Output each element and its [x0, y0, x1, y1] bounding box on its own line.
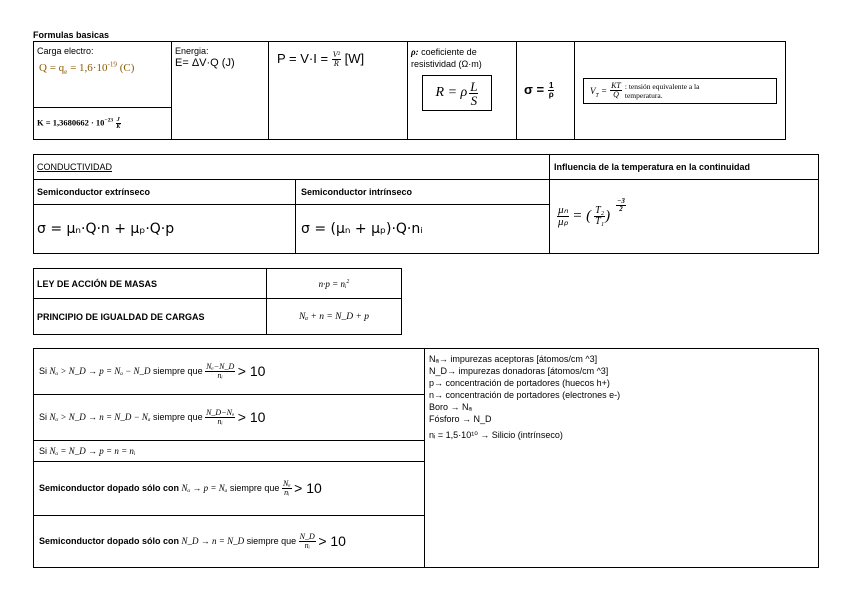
carga-cell: [34, 42, 172, 108]
intrinseco-formula: σ = (μₙ + μₚ)·Q·nᵢ: [301, 221, 423, 237]
energia-cell: [172, 42, 269, 140]
extrinseco-header: Semiconductor extrínseco: [34, 180, 296, 205]
condiciones-table: [33, 348, 819, 568]
leyes-table: [33, 268, 402, 335]
vt-cell: [575, 42, 786, 140]
formulas-table: [33, 41, 786, 140]
intrinseco-formula-cell: [296, 205, 550, 254]
sigma-cell: [517, 42, 575, 140]
resistance-formula-box: R = ρ $\frac{L}{S}$: [422, 75, 492, 111]
condicion-row-2: Si Nₐ > N_D → n = N_D − Nₐ siempre que $\frac{\text{N\_D−Nₐ}}{\text{nᵢ}}$ > 10: [34, 394, 425, 440]
legend-item: nᵢ = 1,5·10¹⁰ → Silicio (intrínseco): [429, 430, 563, 440]
ley-masas-formula: n·p = nᵢ$^2$: [267, 269, 402, 299]
boltzmann-formula: $K = 1,3680662 \cdot 10^{-23}$ $\frac{J}{K}$: [37, 117, 121, 130]
extrinseco-formula: σ = μₙ·Q·n + μₚ·Q·p: [37, 221, 175, 237]
legend-item: p→ concentración de portadores (huecos h+): [429, 378, 610, 388]
extrinseco-formula-cell: [34, 205, 296, 254]
energia-label: Energia:: [175, 46, 209, 56]
principio-cargas-formula: Nₐ + n = N_D + p: [267, 299, 402, 335]
potencia-cell: [269, 42, 408, 140]
page-title: Formulas basicas: [33, 30, 110, 40]
vt-formula-box: $V_T$ = $\frac{KT}{Q}$ : tensión equivalente a la temperatura.: [583, 78, 777, 104]
condicion-row-5: Semiconductor dopado sólo con N_D → n = N_D siempre que $\frac{N\_D}{\text{nᵢ}}$ > 10: [34, 515, 425, 567]
legend-item: n→ concentración de portadores (electrones e-): [429, 390, 621, 400]
potencia-formula: P = V·I = $\frac{\text{V²}}{R}$ [W]: [277, 50, 365, 69]
legend-item: Boro → Nₐ: [429, 402, 472, 412]
legend-item: Nₐ→ impurezas aceptoras [átomos/cm ^3]: [429, 354, 598, 364]
conductividad-header: CONDUCTIVIDAD: [34, 155, 550, 180]
legend-list: [429, 353, 814, 441]
rho-definition: ρ: coeficiente de resistividad (Ω·m): [411, 47, 482, 69]
condicion-row-4: Semiconductor dopado sólo con Nₐ → p = Nₐ siempre que $\frac{\text{Nₐ}}{\text{nᵢ}}$ > 10: [34, 461, 425, 515]
sigma-formula: σ = $\frac{1}{\rho}$: [524, 81, 554, 100]
condicion-row-1: Si Nₐ > N_D → p = Nₐ − N_D siempre que $\frac{\text{Nₐ−N\_D}}{\text{nᵢ}}$ > 10: [34, 349, 425, 395]
conductividad-table: [33, 154, 819, 254]
temperature-formula: $\frac{\text{μₙ}}{\text{μₚ}}$ = ( $\frac{\text{T₂}}{\text{T₁}}$ ) $\frac{-3}{2}$: [558, 197, 625, 228]
influencia-header: Influencia de la temperatura en la continuidad: [550, 155, 819, 180]
legend-item: Fósforo → N_D: [429, 414, 492, 424]
intrinseco-header: Semiconductor intrínseco: [296, 180, 550, 205]
ley-masas-label: LEY DE ACCIÓN DE MASAS: [34, 269, 267, 299]
condicion-row-3: Si Nₐ = N_D → p = n = nᵢ: [34, 440, 425, 461]
resistividad-cell: [408, 42, 517, 140]
carga-formula: $Q = q_e = 1,6\cdot 10^{-19}$ (C): [39, 60, 135, 77]
energia-formula: E= ΔV·Q (J): [175, 57, 235, 69]
temperature-formula-cell: [550, 180, 819, 254]
principio-cargas-label: PRINCIPIO DE IGUALDAD DE CARGAS: [34, 299, 267, 335]
carga-label: Carga electro:: [37, 46, 94, 56]
legend-item: N_D→ impurezas donadoras [átomos/cm ^3]: [429, 366, 609, 376]
legend-cell: [425, 349, 819, 568]
k-cell: [34, 108, 172, 140]
